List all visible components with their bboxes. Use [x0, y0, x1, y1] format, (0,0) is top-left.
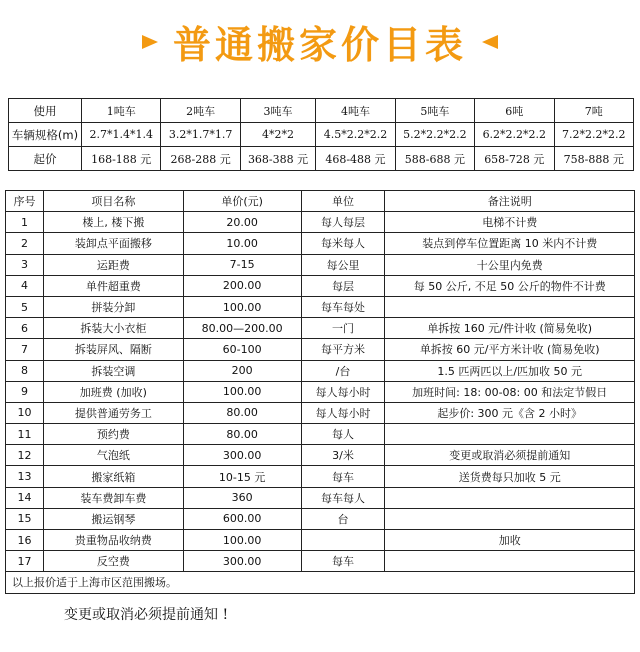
row-number: 3: [6, 254, 44, 275]
vehicle-cell: 2.7*1.4*1.4: [82, 123, 161, 147]
unit-price: 360: [183, 487, 301, 508]
item-name: 装车费卸车费: [43, 487, 183, 508]
vehicle-row: [9, 99, 634, 123]
remark: 变更或取消必须提前通知: [385, 445, 635, 466]
item-name: 拆装空调: [43, 360, 183, 381]
remark: 装点到停车位置距离 10 米内不计费: [385, 233, 635, 254]
vehicle-cell: 6.2*2.2*2.2: [475, 123, 554, 147]
item-name: 搬家纸箱: [43, 466, 183, 487]
bottom-note: 变更或取消必须提前通知 !: [64, 607, 229, 623]
row-number: 11: [6, 424, 44, 445]
unit: 每车每处: [301, 296, 385, 317]
column-header: 单价(元): [183, 191, 301, 212]
vehicle-cell: 4吨车: [316, 99, 395, 123]
remark: 送货费每只加收 5 元: [385, 466, 635, 487]
unit-price: 300.00: [183, 551, 301, 572]
unit: 每米每人: [301, 233, 385, 254]
price-header-row: [6, 191, 635, 212]
unit-price: 7-15: [183, 254, 301, 275]
vehicle-cell: 5.2*2.2*2.2: [395, 123, 474, 147]
price-footer-row: [6, 572, 635, 593]
table-row: [6, 254, 635, 275]
item-name: 单件超重费: [43, 275, 183, 296]
column-header: 项目名称: [43, 191, 183, 212]
unit-price: 200: [183, 360, 301, 381]
row-number: 9: [6, 381, 44, 402]
arrow-left-icon: [482, 35, 498, 49]
remark: 电梯不计费: [385, 212, 635, 233]
unit: 台: [301, 508, 385, 529]
unit: 3/米: [301, 445, 385, 466]
vehicle-cell: 4.5*2.2*2.2: [316, 123, 395, 147]
row-number: 17: [6, 551, 44, 572]
row-number: 4: [6, 275, 44, 296]
vehicle-cell: 3吨车: [240, 99, 315, 123]
vehicle-row-label: 车辆规格(m): [9, 123, 82, 147]
vehicle-cell: 368-388 元: [240, 147, 315, 171]
unit: /台: [301, 360, 385, 381]
item-name: 拆装大小衣柜: [43, 318, 183, 339]
unit-price: 80.00: [183, 402, 301, 423]
table-row: [6, 212, 635, 233]
item-name: 楼上, 楼下搬: [43, 212, 183, 233]
remark: 加收: [385, 530, 635, 551]
row-number: 6: [6, 318, 44, 339]
row-number: 14: [6, 487, 44, 508]
column-header: 序号: [6, 191, 44, 212]
unit-price: 100.00: [183, 381, 301, 402]
remark: 单拆按 160 元/件计收 (简易免收): [385, 318, 635, 339]
table-row: [6, 275, 635, 296]
item-name: 贵重物品收纳费: [43, 530, 183, 551]
table-row: [6, 339, 635, 360]
row-number: 7: [6, 339, 44, 360]
remark: [385, 508, 635, 529]
unit-price: 60-100: [183, 339, 301, 360]
table-row: [6, 424, 635, 445]
table-row: [6, 466, 635, 487]
remark: 起步价: 300 元《含 2 小时》: [385, 402, 635, 423]
table-row: [6, 381, 635, 402]
vehicle-cell: 5吨车: [395, 99, 474, 123]
title-bar: [0, 14, 640, 74]
table-row: [6, 318, 635, 339]
remark: [385, 296, 635, 317]
remark: 单拆按 60 元/平方米计收 (简易免收): [385, 339, 635, 360]
unit: 每人每小时: [301, 402, 385, 423]
vehicle-row: [9, 123, 634, 147]
row-number: 8: [6, 360, 44, 381]
table-row: [6, 487, 635, 508]
remark: 加班时间: 18: 00-08: 00 和法定节假日: [385, 381, 635, 402]
unit-price: 80.00—200.00: [183, 318, 301, 339]
vehicle-cell: 658-728 元: [475, 147, 554, 171]
table-row: [6, 445, 635, 466]
item-name: 加班费 (加收): [43, 381, 183, 402]
table-row: [6, 508, 635, 529]
unit: 每人每小时: [301, 381, 385, 402]
page-title: 普通搬家价目表: [172, 23, 467, 67]
remark: 十公里内免费: [385, 254, 635, 275]
vehicle-cell: 7.2*2.2*2.2: [554, 123, 633, 147]
row-number: 12: [6, 445, 44, 466]
remark: [385, 424, 635, 445]
unit: 一门: [301, 318, 385, 339]
remark: 每 50 公斤, 不足 50 公斤的物件不计费: [385, 275, 635, 296]
item-name: 拆装屏风、隔断: [43, 339, 183, 360]
table-footer-note: 以上报价适于上海市区范围搬场。: [6, 572, 635, 593]
vehicle-table: [8, 98, 634, 171]
item-name: 运距费: [43, 254, 183, 275]
vehicle-row-label: 使用: [9, 99, 82, 123]
unit-price: 10-15 元: [183, 466, 301, 487]
unit: 每平方米: [301, 339, 385, 360]
row-number: 1: [6, 212, 44, 233]
item-name: 气泡纸: [43, 445, 183, 466]
remark: 1.5 匹两匹以上/匹加收 50 元: [385, 360, 635, 381]
table-row: [6, 402, 635, 423]
arrow-right-icon: [142, 35, 158, 49]
row-number: 2: [6, 233, 44, 254]
table-row: [6, 551, 635, 572]
vehicle-cell: 168-188 元: [82, 147, 161, 171]
unit: [301, 530, 385, 551]
vehicle-cell: 3.2*1.7*1.7: [161, 123, 240, 147]
column-header: 备注说明: [385, 191, 635, 212]
item-name: 提供普通劳务工: [43, 402, 183, 423]
item-name: 预约费: [43, 424, 183, 445]
unit-price: 10.00: [183, 233, 301, 254]
unit-price: 600.00: [183, 508, 301, 529]
row-number: 5: [6, 296, 44, 317]
unit-price: 100.00: [183, 296, 301, 317]
vehicle-row: [9, 147, 634, 171]
unit: 每人: [301, 424, 385, 445]
vehicle-cell: 6吨: [475, 99, 554, 123]
item-name: 搬运钢琴: [43, 508, 183, 529]
unit-price: 200.00: [183, 275, 301, 296]
unit-price: 300.00: [183, 445, 301, 466]
unit-price: 20.00: [183, 212, 301, 233]
item-name: 装卸点平面搬移: [43, 233, 183, 254]
unit: 每公里: [301, 254, 385, 275]
vehicle-cell: 4*2*2: [240, 123, 315, 147]
vehicle-row-label: 起价: [9, 147, 82, 171]
unit-price: 100.00: [183, 530, 301, 551]
row-number: 13: [6, 466, 44, 487]
unit: 每车: [301, 466, 385, 487]
unit: 每车每人: [301, 487, 385, 508]
remark: [385, 487, 635, 508]
table-row: [6, 530, 635, 551]
vehicle-cell: 268-288 元: [161, 147, 240, 171]
item-name: 反空费: [43, 551, 183, 572]
column-header: 单位: [301, 191, 385, 212]
row-number: 10: [6, 402, 44, 423]
remark: [385, 551, 635, 572]
row-number: 16: [6, 530, 44, 551]
table-row: [6, 360, 635, 381]
item-name: 拼装分卸: [43, 296, 183, 317]
unit: 每人每层: [301, 212, 385, 233]
table-row: [6, 233, 635, 254]
unit-price: 80.00: [183, 424, 301, 445]
vehicle-cell: 2吨车: [161, 99, 240, 123]
table-row: [6, 296, 635, 317]
vehicle-cell: 7吨: [554, 99, 633, 123]
vehicle-cell: 1吨车: [82, 99, 161, 123]
unit: 每车: [301, 551, 385, 572]
vehicle-cell: 468-488 元: [316, 147, 395, 171]
row-number: 15: [6, 508, 44, 529]
price-table: [5, 190, 635, 594]
vehicle-cell: 758-888 元: [554, 147, 633, 171]
unit: 每层: [301, 275, 385, 296]
vehicle-cell: 588-688 元: [395, 147, 474, 171]
